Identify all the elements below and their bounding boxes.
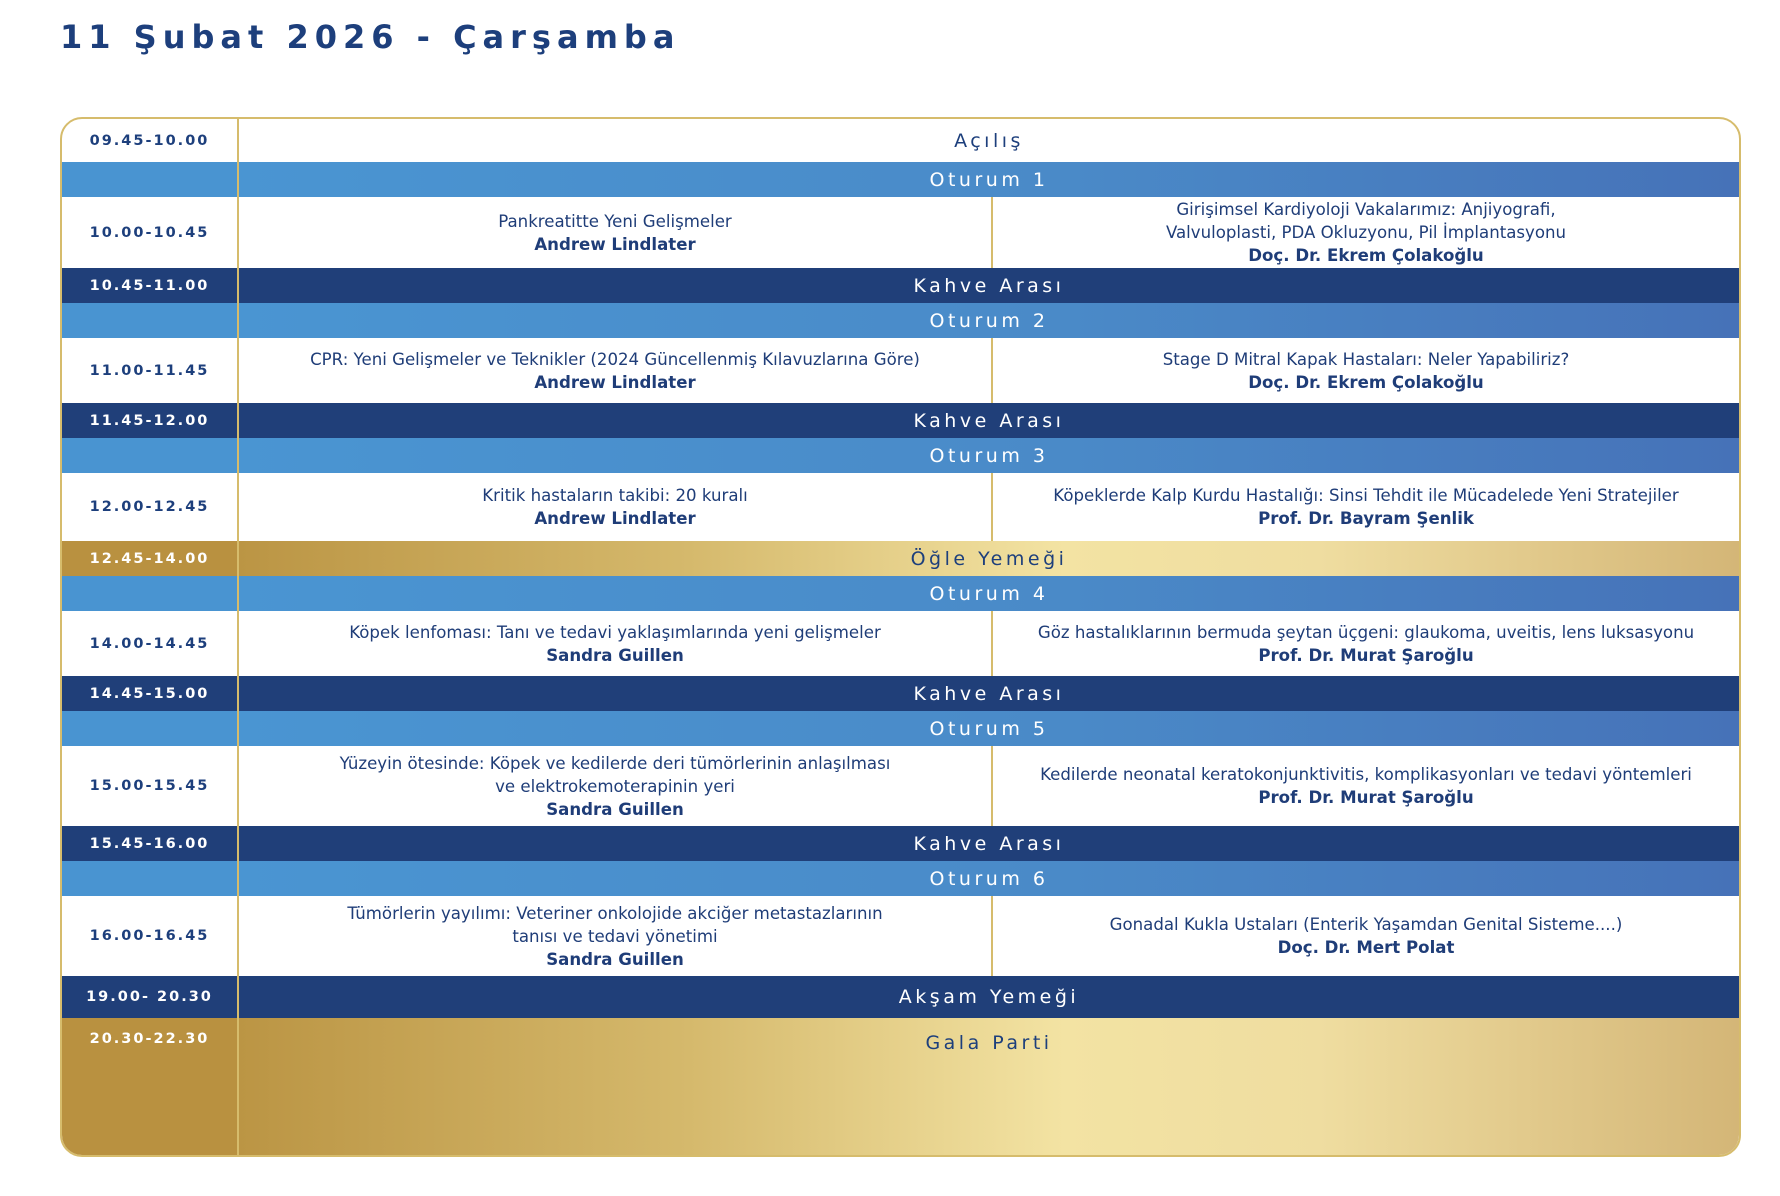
- dinner-row: [62, 976, 1739, 1018]
- schedule-table: [60, 117, 1741, 1157]
- session-label: Oturum 4: [239, 576, 1739, 611]
- session-label: Oturum 2: [239, 303, 1739, 338]
- time-cell: 19.00- 20.30: [62, 976, 239, 1018]
- time-cell-empty: [62, 861, 239, 896]
- talk-speaker: Andrew Lindlater: [534, 372, 696, 392]
- talk-cell: [993, 746, 1739, 826]
- opening-label: Açılış: [954, 129, 1024, 152]
- page-title: 11 Şubat 2026 - Çarşamba: [60, 18, 681, 56]
- time-cell: 14.00-14.45: [62, 611, 239, 676]
- talk-cell: [239, 746, 993, 826]
- break-row: [62, 403, 1739, 438]
- talk-title: Gonadal Kukla Ustaları (Enterik Yaşamdan Genital Sisteme....): [1109, 915, 1623, 934]
- session-header-row: [62, 303, 1739, 338]
- schedule-row-talks: [62, 338, 1739, 403]
- time-cell-empty: [62, 162, 239, 197]
- session-label: Oturum 6: [239, 861, 1739, 896]
- time-cell: 11.45-12.00: [62, 403, 239, 438]
- talk-cell: [993, 338, 1739, 403]
- time-cell: 15.00-15.45: [62, 746, 239, 826]
- time-cell-empty: [62, 711, 239, 746]
- break-label: Kahve Arası: [239, 676, 1739, 711]
- talk-speaker: Doç. Dr. Ekrem Çolakoğlu: [1248, 246, 1484, 265]
- time-cell-empty: [62, 438, 239, 473]
- talk-speaker: Sandra Guillen: [546, 645, 684, 665]
- talk-title: Tümörlerin yayılımı: Veteriner onkolojide akciğer metastazlarının: [347, 903, 883, 923]
- talk-speaker: Sandra Guillen: [546, 799, 684, 819]
- time-cell: 16.00-16.45: [62, 896, 239, 976]
- break-row: [62, 676, 1739, 711]
- schedule-row-talks: [62, 611, 1739, 676]
- talk-cell: [993, 611, 1739, 676]
- talk-cell: [239, 473, 993, 541]
- talk-speaker: Andrew Lindlater: [534, 509, 696, 528]
- time-cell: 12.45-14.00: [62, 541, 239, 576]
- talk-title: CPR: Yeni Gelişmeler ve Teknikler (2024 Güncellenmiş Kılavuzlarına Göre): [310, 349, 920, 369]
- talk-title: Valvuloplasti, PDA Okluzyonu, Pil İmplantasyonu: [1165, 223, 1567, 242]
- time-cell: 15.45-16.00: [62, 826, 239, 861]
- time-cell: 09.45-10.00: [62, 119, 239, 162]
- schedule-row-talks: [62, 746, 1739, 826]
- gala-label: Gala Parti: [239, 1018, 1739, 1157]
- talk-speaker: Prof. Dr. Bayram Şenlik: [1258, 509, 1474, 528]
- schedule-row-opening: [62, 119, 1739, 162]
- schedule-row-talks: [62, 197, 1739, 268]
- talk-title: Stage D Mitral Kapak Hastaları: Neler Yapabiliriz?: [1162, 349, 1570, 369]
- talk-cell: [993, 896, 1739, 976]
- talk-cell: [239, 338, 993, 403]
- talk-speaker: Prof. Dr. Murat Şaroğlu: [1258, 788, 1474, 807]
- talk-title: Yüzeyin ötesinde: Köpek ve kedilerde deri tümörlerinin anlaşılması: [339, 753, 891, 773]
- talk-title: Kritik hastaların takibi: 20 kuralı: [482, 486, 748, 505]
- lunch-row: [62, 541, 1739, 576]
- break-row: [62, 268, 1739, 303]
- session-header-row: [62, 438, 1739, 473]
- talk-title: Göz hastalıklarının bermuda şeytan üçgeni: glaukoma, uveitis, lens luksasyonu: [1037, 622, 1695, 642]
- time-cell: 12.00-12.45: [62, 473, 239, 541]
- session-header-row: [62, 861, 1739, 896]
- break-label: Kahve Arası: [239, 826, 1739, 861]
- time-cell-empty: [62, 303, 239, 338]
- dinner-label: Akşam Yemeği: [239, 976, 1739, 1018]
- break-label: Kahve Arası: [239, 403, 1739, 438]
- talk-title: Kedilerde neonatal keratokonjunktivitis, komplikasyonları ve tedavi yöntemleri: [1040, 765, 1692, 784]
- break-row: [62, 826, 1739, 861]
- talk-speaker: Andrew Lindlater: [534, 234, 696, 254]
- talk-cell: [239, 896, 993, 976]
- talk-title: ve elektrokemoterapinin yeri: [495, 776, 735, 796]
- time-cell: 20.30-22.30: [62, 1018, 239, 1157]
- talk-title: tanısı ve tedavi yönetimi: [512, 926, 718, 946]
- session-label: Oturum 1: [239, 162, 1739, 197]
- talk-speaker: Doç. Dr. Ekrem Çolakoğlu: [1248, 372, 1484, 392]
- talk-cell: [993, 473, 1739, 541]
- time-cell-empty: [62, 576, 239, 611]
- time-cell: 14.45-15.00: [62, 676, 239, 711]
- talk-cell: [239, 197, 993, 268]
- session-header-row: [62, 711, 1739, 746]
- schedule-row-talks: [62, 896, 1739, 976]
- session-label: Oturum 3: [239, 438, 1739, 473]
- schedule-row-talks: [62, 473, 1739, 541]
- session-label: Oturum 5: [239, 711, 1739, 746]
- talk-title: Girişimsel Kardiyoloji Vakalarımız: Anjiyografi,: [1176, 200, 1556, 219]
- talk-title: Köpeklerde Kalp Kurdu Hastalığı: Sinsi Tehdit ile Mücadelede Yeni Stratejiler: [1053, 486, 1679, 505]
- talk-title: Pankreatitte Yeni Gelişmeler: [498, 211, 732, 231]
- session-header-row: [62, 162, 1739, 197]
- time-cell: 10.00-10.45: [62, 197, 239, 268]
- talk-cell: [993, 197, 1739, 268]
- time-cell: 10.45-11.00: [62, 268, 239, 303]
- gala-row: [62, 1018, 1739, 1157]
- lunch-label: Öğle Yemeği: [239, 541, 1739, 576]
- talk-cell: [239, 611, 993, 676]
- talk-speaker: Prof. Dr. Murat Şaroğlu: [1258, 645, 1474, 665]
- talk-speaker: Sandra Guillen: [546, 949, 684, 969]
- break-label: Kahve Arası: [239, 268, 1739, 303]
- talk-title: Köpek lenfoması: Tanı ve tedavi yaklaşımlarında yeni gelişmeler: [349, 622, 881, 642]
- talk-speaker: Doç. Dr. Mert Polat: [1277, 938, 1455, 957]
- time-cell: 11.00-11.45: [62, 338, 239, 403]
- session-header-row: [62, 576, 1739, 611]
